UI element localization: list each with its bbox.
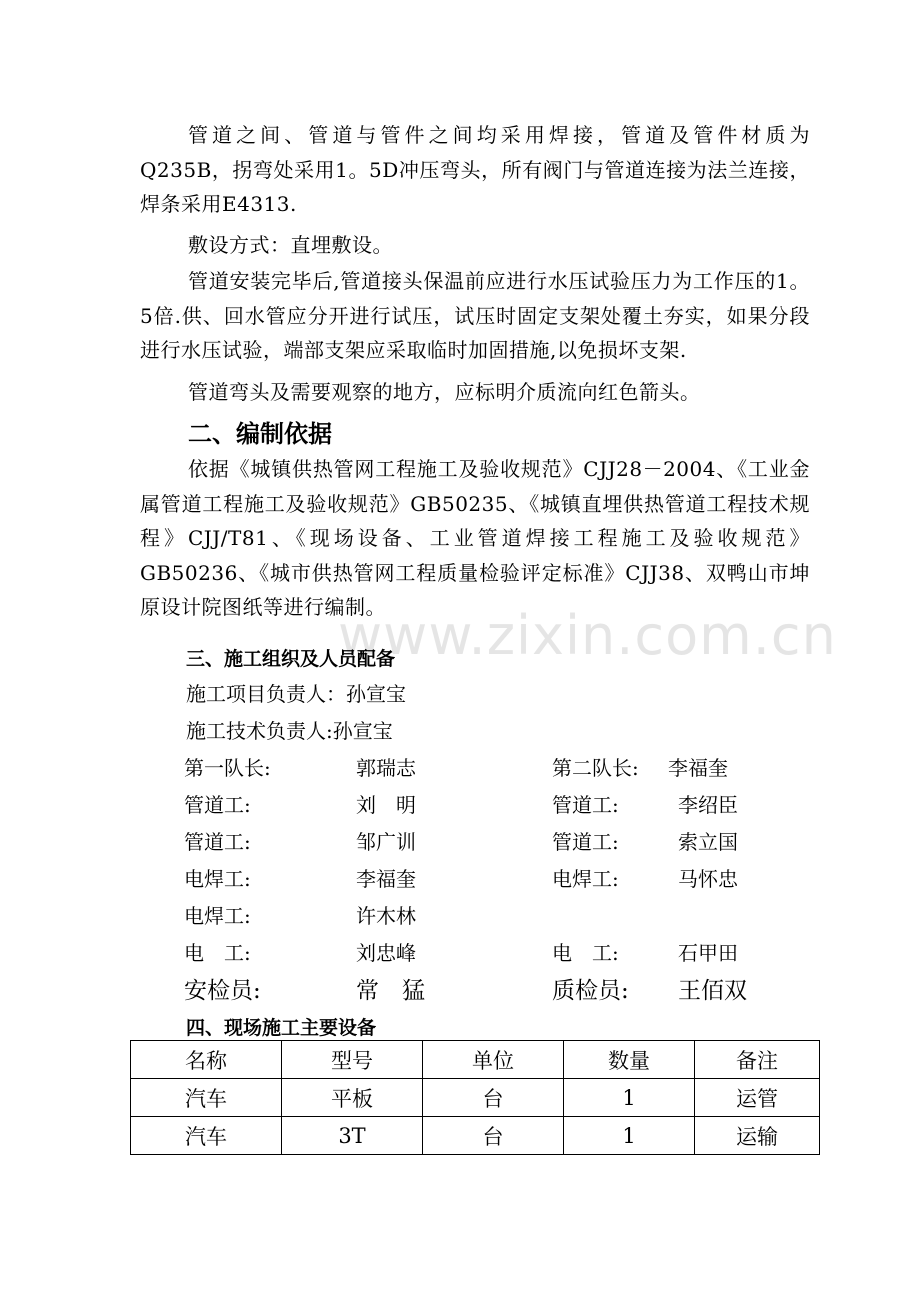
staff-name: 李福奎 bbox=[356, 867, 416, 891]
section-2-title: 二、编制依据 bbox=[188, 420, 332, 448]
staff-role: 电 工: bbox=[552, 941, 619, 965]
staff-row bbox=[0, 789, 920, 823]
tech-manager-line: 施工技术负责人:孙宣宝 bbox=[186, 719, 393, 743]
staff-row bbox=[0, 826, 920, 860]
staff-role: 第一队长: bbox=[184, 756, 271, 780]
staff-role: 安检员: bbox=[184, 978, 261, 1004]
staff-role: 第二队长: bbox=[552, 756, 639, 780]
staff-row bbox=[0, 937, 920, 971]
staff-role: 管道工: bbox=[184, 830, 251, 854]
staff-name: 马怀忠 bbox=[678, 867, 738, 891]
column-header: 单位 bbox=[423, 1041, 564, 1079]
staff-role: 管道工: bbox=[552, 830, 619, 854]
section-4-title: 四、现场施工主要设备 bbox=[186, 1017, 377, 1039]
staff-role: 电 工: bbox=[184, 941, 251, 965]
staff-name: 郭瑞志 bbox=[356, 756, 416, 780]
staff-role: 管道工: bbox=[184, 793, 251, 817]
column-header: 数量 bbox=[564, 1041, 695, 1079]
column-header: 名称 bbox=[131, 1041, 282, 1079]
table-cell: 1 bbox=[564, 1079, 695, 1117]
staff-name: 索立国 bbox=[678, 830, 738, 854]
table-row bbox=[131, 1117, 820, 1155]
staff-name: 石甲田 bbox=[678, 941, 738, 965]
staff-row bbox=[0, 752, 920, 786]
paragraph-welding: 管道之间、管道与管件之间均采用焊接，管道及管件材质为Q235B，拐弯处采用1。5D冲压弯头，所有阀门与管道连接为法兰连接，焊条采用E4313. bbox=[140, 123, 810, 216]
table-cell: 1 bbox=[564, 1117, 695, 1155]
table-cell: 平板 bbox=[282, 1079, 423, 1117]
paragraph-arrow-marking: 管道弯头及需要观察的地方，应标明介质流向红色箭头。 bbox=[188, 380, 701, 404]
table-cell: 运输 bbox=[695, 1117, 820, 1155]
staff-name: 王佰双 bbox=[678, 978, 747, 1004]
staff-role: 电焊工: bbox=[552, 867, 619, 891]
table-cell: 台 bbox=[423, 1117, 564, 1155]
staff-row bbox=[0, 900, 920, 934]
staff-row bbox=[0, 972, 920, 1006]
table-cell: 汽车 bbox=[131, 1117, 282, 1155]
staff-name: 刘 明 bbox=[356, 793, 416, 817]
paragraph-pressure-test: 管道安装完毕后,管道接头保温前应进行水压试验压力为工作压的1。5倍.供、回水管应分开进行试压，试压时固定支架处覆土夯实，如果分段进行水压试验，端部支架应采取临时加固措施,以免损坏支架. bbox=[140, 269, 810, 362]
paragraph-laying: 敷设方式：直埋敷设。 bbox=[188, 233, 393, 257]
staff-role: 管道工: bbox=[552, 793, 619, 817]
staff-name: 刘忠峰 bbox=[356, 941, 416, 965]
staff-name: 邹广训 bbox=[356, 830, 416, 854]
staff-name: 李绍臣 bbox=[678, 793, 738, 817]
table-cell: 运管 bbox=[695, 1079, 820, 1117]
project-manager-line: 施工项目负责人：孙宣宝 bbox=[186, 682, 406, 706]
column-header: 备注 bbox=[695, 1041, 820, 1079]
table-cell: 汽车 bbox=[131, 1079, 282, 1117]
watermark: www.zixin.com.cn bbox=[338, 604, 837, 667]
staff-role: 电焊工: bbox=[184, 904, 251, 928]
staff-name: 许木林 bbox=[356, 904, 416, 928]
table-header-row bbox=[131, 1041, 820, 1079]
table-row bbox=[131, 1079, 820, 1117]
staff-name: 常 猛 bbox=[356, 978, 425, 1004]
staff-name: 李福奎 bbox=[668, 756, 728, 780]
staff-role: 质检员: bbox=[552, 978, 629, 1004]
equipment-table bbox=[130, 1040, 820, 1155]
section-3-title: 三、施工组织及人员配备 bbox=[186, 648, 396, 670]
table-cell: 台 bbox=[423, 1079, 564, 1117]
staff-row bbox=[0, 863, 920, 897]
staff-role: 电焊工: bbox=[184, 867, 251, 891]
section-2-body: 依据《城镇供热管网工程施工及验收规范》CJJ28－2004、《工业金属管道工程施工及验收规范》GB50235、《城镇直埋供热管道工程技术规程》CJJ/T81、《现场设备、工业管道焊接工程施工及验收规范》GB50236、《城市供热管网工程质量检验评定标准》CJJ38、双鸭山市坤原设计院图纸等进行编制。 bbox=[140, 457, 810, 619]
table-cell: 3T bbox=[282, 1117, 423, 1155]
column-header: 型号 bbox=[282, 1041, 423, 1079]
